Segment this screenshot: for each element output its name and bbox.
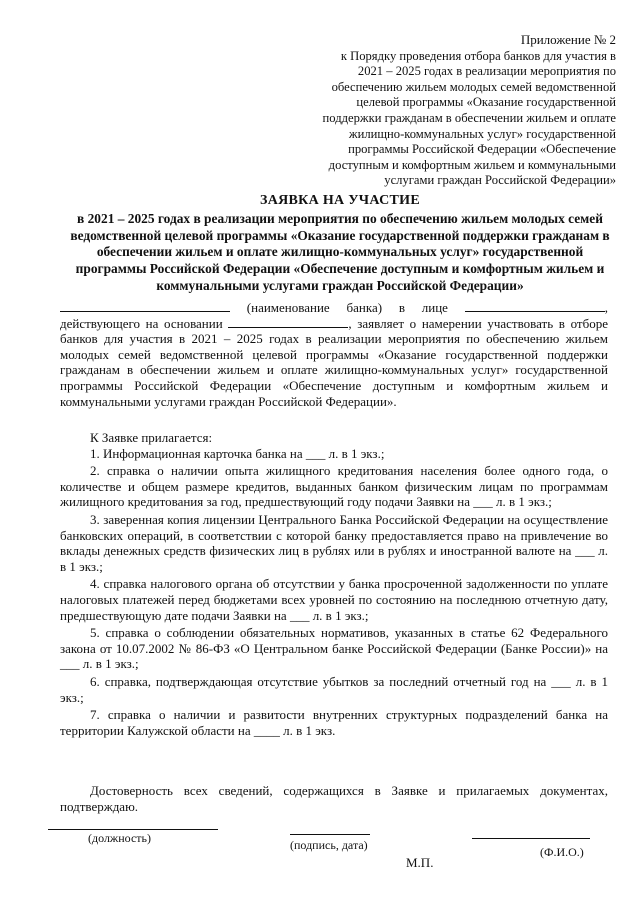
attachment-item: 7. справка о наличии и развитости внутренних структурных подразделений банка на территории Калужской области на ____ л. в 1 экз. [60, 707, 608, 738]
declaration-text: , заявляет о намерении участвовать в отборе банков для участия в 2021 – 2025 годах в реализации мероприятия по обеспечению жильем молодых семей ведомственной целевой программы «Оказание государственной поддержки гражданам в обеспечении жильем и оплате жилищно-коммунальных услуг» государственной программы Российской Федерации «Обеспечение доступным и комфортным жильем и коммунальными услугами граждан Российской Федерации». [60, 315, 608, 409]
title-heading: ЗАЯВКА НА УЧАСТИЕ [260, 193, 420, 208]
attachment-item: 2. справка о наличии опыта жилищного кредитования населения более одного года, о количестве и общем размере кредитов, выданных банком физическим лицам по программам жилищного кредитования за год, предшествующий году подачи Заявки на ___ л. в 1 экз.; [60, 463, 608, 510]
stamp-label: М.П. [406, 855, 434, 870]
attachment-item: 4. справка налогового органа об отсутствии у банка просроченной задолженности по уплате налоговых платежей перед бюджетами всех уровней по состоянию на последнюю отчетную дату, предшествующую дате подачи Заявки на ___ л. в 1 экз.; [60, 576, 608, 623]
position-label: (должность) [88, 831, 151, 845]
position-signature-line[interactable] [48, 829, 218, 830]
appendix-number: Приложение № 2 [520, 32, 616, 47]
basis-blank[interactable] [228, 316, 348, 328]
attachments-section [60, 430, 608, 740]
appendix-header [316, 32, 616, 189]
attachments-intro: К Заявке прилагается: [90, 430, 213, 445]
appendix-text: к Порядку проведения отбора банков для участия в 2021 – 2025 годах в реализации мероприятия по обеспечению жильем молодых семей ведомственной целевой программы «Оказание государственной поддержки гражданам в обеспечении жильем и оплате жилищно-коммунальных услуг» государственной программы Российской Федерации «Обеспечение доступным и комфортным жильем и коммунальными услугами граждан Российской Федерации» [322, 48, 616, 188]
attachment-item: 1. Информационная карточка банка на ___ л. в 1 экз.; [90, 445, 385, 461]
document-title [60, 193, 620, 295]
signature-line[interactable] [290, 834, 370, 835]
title-subheading: в 2021 – 2025 годах в реализации мероприятия по обеспечению жильем молодых семей ведомственной целевой программы «Оказание государственной поддержки гражданам в обеспечении жильем и оплате жилищно-коммунальных услуг» государственной программы Российской Федерации «Обеспечение доступным и комфортным жильем и коммунальными услугами граждан Российской Федерации» [70, 210, 610, 293]
intro-paragraph: (наименование банка) в лице , действующего на основании , заявляет о намерении участвовать в отборе банков для участия в 2021 – 2025 годах в реализации мероприятия по обеспечению жильем молодых семей ведомственной целевой программы «Оказание государственной поддержки гражданам в обеспечении жильем и оплате жилищно-коммунальных услуг» государственной программы Российской Федерации «Обеспечение доступным и комфортным жильем и коммунальными услугами граждан Российской Федерации». [60, 300, 608, 409]
signature-label: (подпись, дата) [290, 838, 368, 852]
bank-name-label: (наименование банка) в лице [246, 300, 448, 315]
attachment-item: 5. справка о соблюдении обязательных нормативов, указанных в статье 62 Федерального закона от 10.07.2002 № 86-ФЗ «О Центральном банке Российской Федерации (Банке России)» на ___ л. в 1 экз.; [60, 625, 608, 672]
confirmation-text: Достоверность всех сведений, содержащихся в Заявке и прилагаемых документах, подтверждаю. [60, 783, 608, 814]
attachment-item: 6. справка, подтверждающая отсутствие убытков за последний отчетный год на ___ л. в 1 экз.; [60, 673, 608, 705]
acting-basis-label: действующего на основании [60, 315, 223, 331]
attachment-item: 3. заверенная копия лицензии Центрального Банка Российской Федерации на осуществление банковских операций, в соответствии с которой банку предоставляется право на привлечение во вклады денежных средств физических лиц в рублях или в рублях и иностранной валюте на ___ л. в 1 экз.; [60, 511, 608, 574]
representative-blank[interactable] [465, 300, 605, 312]
bank-name-blank[interactable] [60, 300, 230, 312]
fio-label: (Ф.И.О.) [540, 845, 584, 859]
fio-signature-line[interactable] [472, 838, 590, 839]
